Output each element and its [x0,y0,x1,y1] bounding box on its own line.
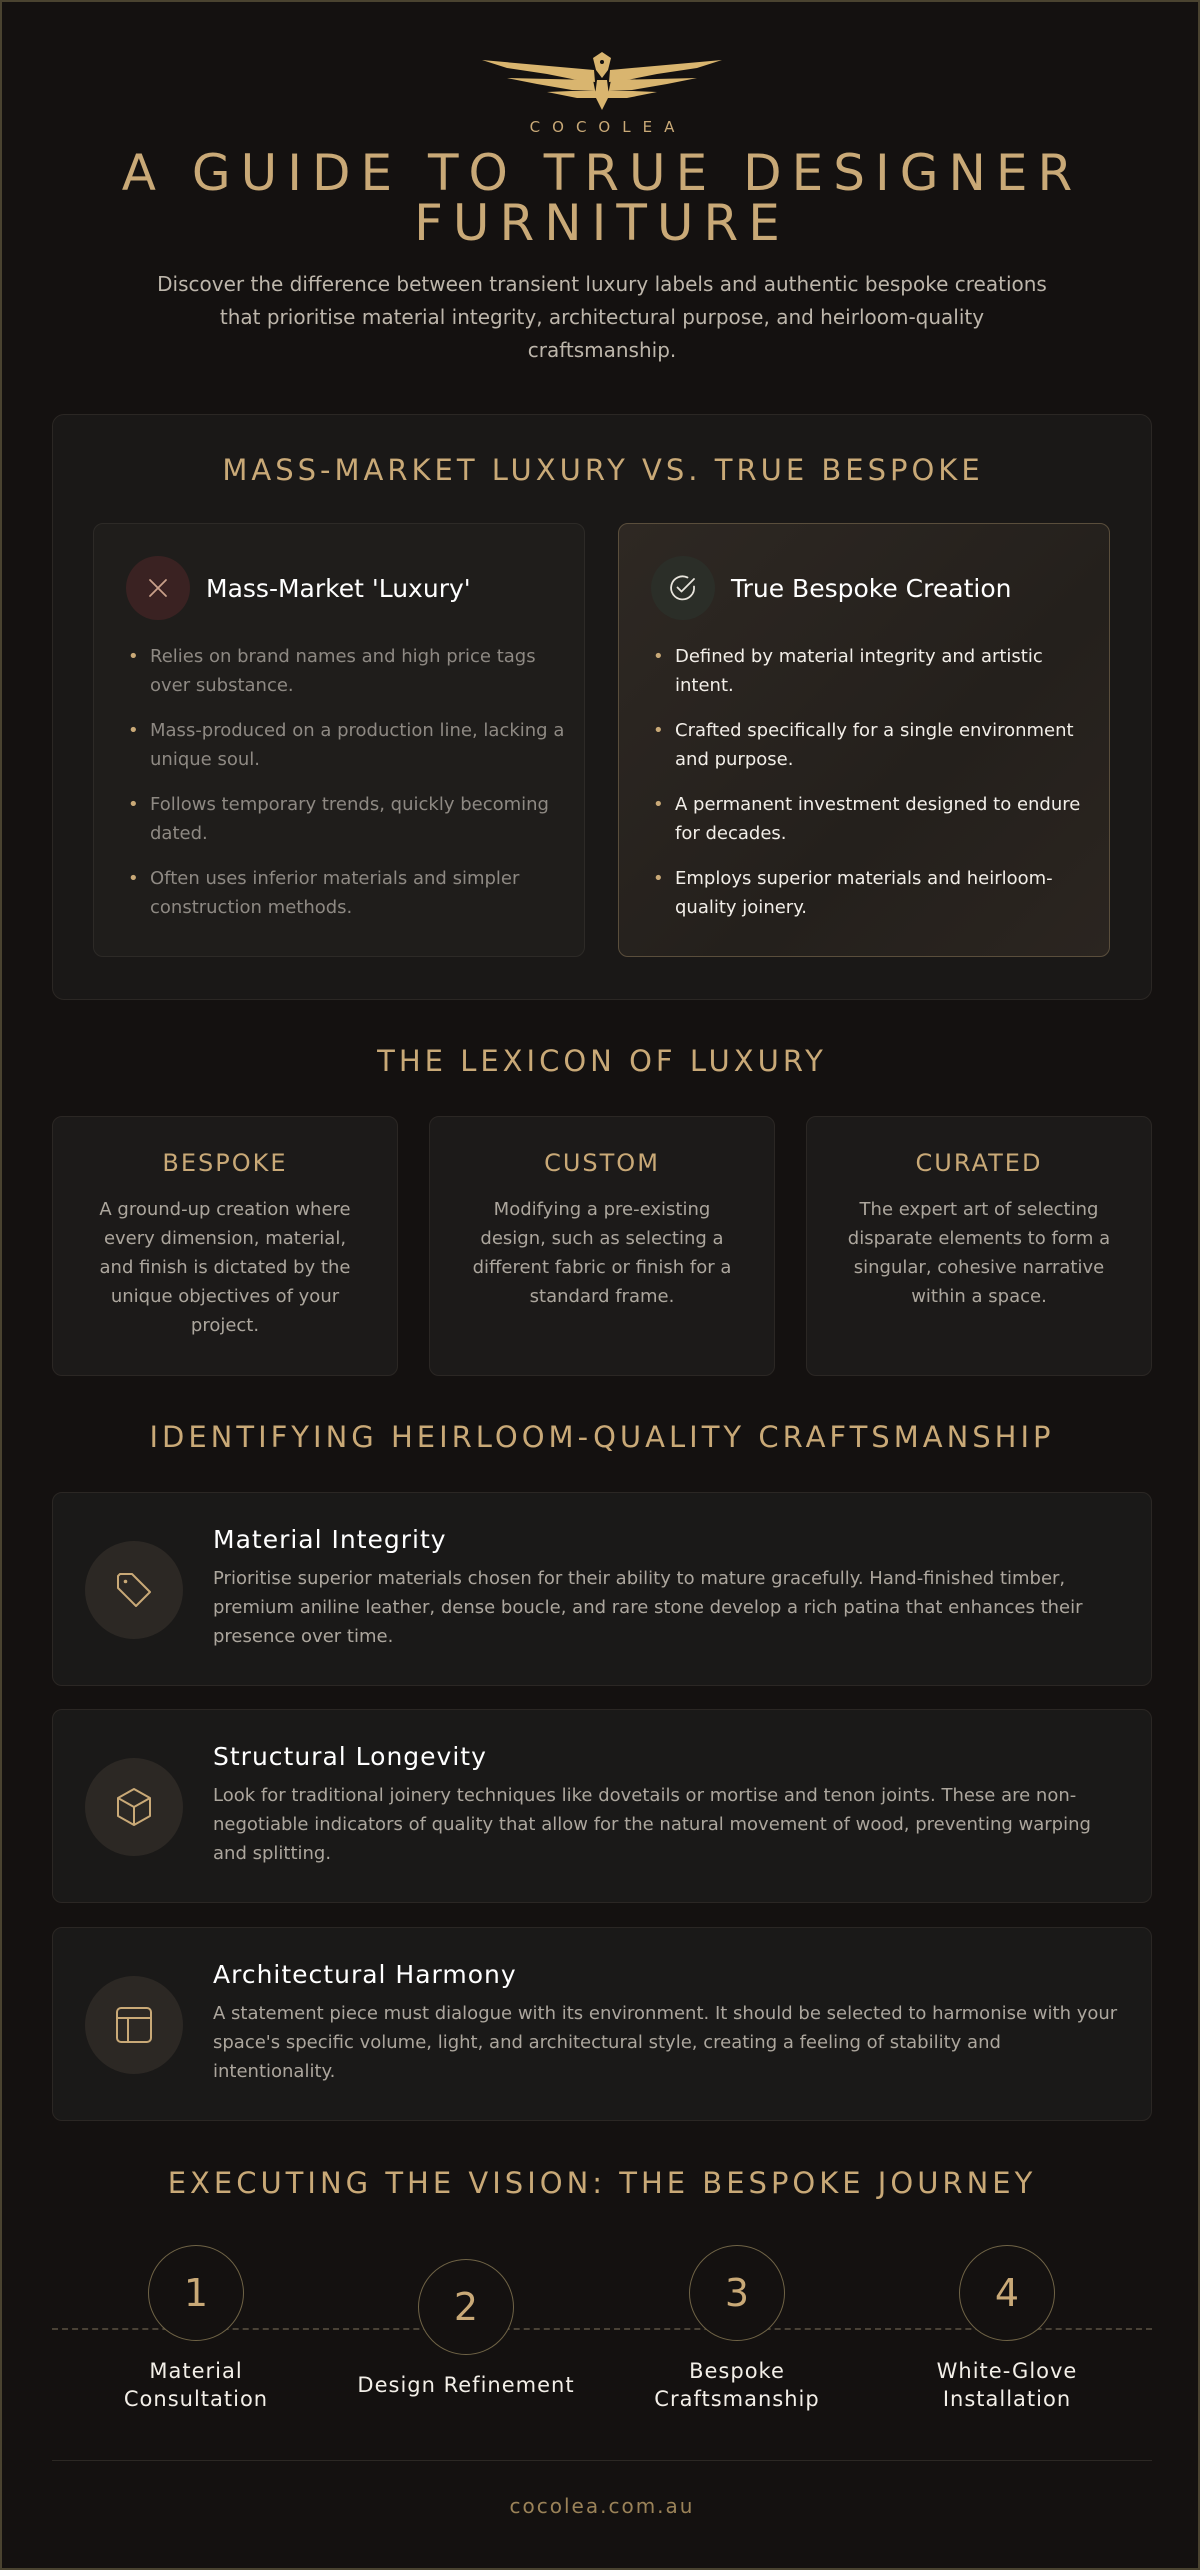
craft-body: A statement piece must dialogue with its environment. It should be selected to harmonise with your space's specific volume, light, and architectural style, creating a feeling of stability and intentionality. [213,2003,1118,2082]
journey-title: EXECUTING THE VISION: THE BESPOKE JOURNEY [167,2166,1037,2200]
craft-text [213,1742,1123,1868]
craft-card-structural-longevity [52,1709,1152,1903]
tag-icon [85,1541,183,1639]
craft-text [213,1525,1123,1651]
craft-body: Look for traditional joinery techniques like dovetails or mortise and tenon joints. These are non-negotiable indicators of quality that allow for the natural movement of wood, preventing warping and splitting. [213,1785,1091,1864]
journey-step-3 [617,2245,857,2413]
craft-title: Material Integrity [213,1525,447,1554]
footer-url[interactable]: cocolea.com.au [509,2494,695,2518]
list-item: • Relies on brand names and high price tags over substance. [126,642,566,700]
layout-icon [85,1976,183,2074]
lexicon-title: THE LEXICON OF LUXURY [377,1044,827,1078]
lexicon-definition: The expert art of selecting disparate elements to form a singular, cohesive narrative within a space. [847,1199,1111,1307]
craftsmanship-title: IDENTIFYING HEIRLOOM-QUALITY CRAFTSMANSHIP [149,1420,1055,1454]
bespoke-heading: True Bespoke Creation [731,573,1012,603]
brand-logo [2,48,1200,136]
footer-divider [52,2460,1152,2461]
mass-market-heading: Mass-Market 'Luxury' [206,573,471,603]
journey-step-2 [346,2259,586,2399]
mass-market-list [126,642,566,938]
lexicon-definition: Modifying a pre-existing design, such as selecting a different fabric or finish for a standard frame. [472,1199,732,1307]
craft-title: Architectural Harmony [213,1960,517,1989]
mass-market-header [126,556,471,620]
craft-body: Prioritise superior materials chosen for their ability to mature gracefully. Hand-finished timber, premium aniline leather, dense boucle, and rare stone develop a rich patina that enhances their presence over time. [213,1568,1083,1647]
craft-text [213,1960,1123,2086]
step-number: 4 [959,2245,1055,2341]
lexicon-term: BESPOKE [162,1149,288,1177]
lexicon-definition: A ground-up creation where every dimension, material, and finish is dictated by the unique objectives of your project. [99,1199,351,1336]
step-label: Bespoke Craftsmanship [654,2359,820,2411]
page-title: A GUIDE TO TRUE DESIGNER FURNITURE [121,144,1083,252]
mass-market-card [93,523,585,957]
x-icon [126,556,190,620]
step-number: 1 [148,2245,244,2341]
list-item: • Often uses inferior materials and simpler construction methods. [126,864,566,922]
craft-title: Structural Longevity [213,1742,487,1771]
lexicon-card-bespoke [52,1116,398,1376]
eagle-wings-icon [477,48,727,114]
comparison-title: MASS-MARKET LUXURY VS. TRUE BESPOKE [222,453,984,487]
craft-card-architectural-harmony [52,1927,1152,2121]
bespoke-header [651,556,1011,620]
journey-step-4 [887,2245,1127,2413]
comparison-section [52,414,1152,1000]
step-number: 3 [689,2245,785,2341]
lexicon-term: CURATED [915,1149,1043,1177]
lexicon-term: CUSTOM [544,1149,660,1177]
list-item: • Employs superior materials and heirloom-quality joinery. [651,864,1091,922]
list-item: • Mass-produced on a production line, lacking a unique soul. [126,716,566,774]
list-item: • A permanent investment designed to endure for decades. [651,790,1091,848]
bespoke-card [618,523,1110,957]
check-circle-icon [651,556,715,620]
list-item: • Defined by material integrity and artistic intent. [651,642,1091,700]
intro-text: Discover the difference between transient luxury labels and authentic bespoke creations that prioritise material integrity, architectural purpose, and heirloom-quality craftsmanship. [157,272,1047,362]
bespoke-list [651,642,1091,938]
step-number: 2 [418,2259,514,2355]
list-item: • Crafted specifically for a single environment and purpose. [651,716,1091,774]
step-label: Design Refinement [357,2373,575,2397]
craft-card-material-integrity [52,1492,1152,1686]
lexicon-card-curated [806,1116,1152,1376]
brand-name: COCOLEA [529,118,687,136]
step-label: White-Glove Installation [936,2359,1078,2411]
step-label: Material Consultation [123,2359,269,2411]
list-item: • Follows temporary trends, quickly becoming dated. [126,790,566,848]
lexicon-card-custom [429,1116,775,1376]
journey-step-1 [76,2245,316,2413]
cube-icon [85,1758,183,1856]
